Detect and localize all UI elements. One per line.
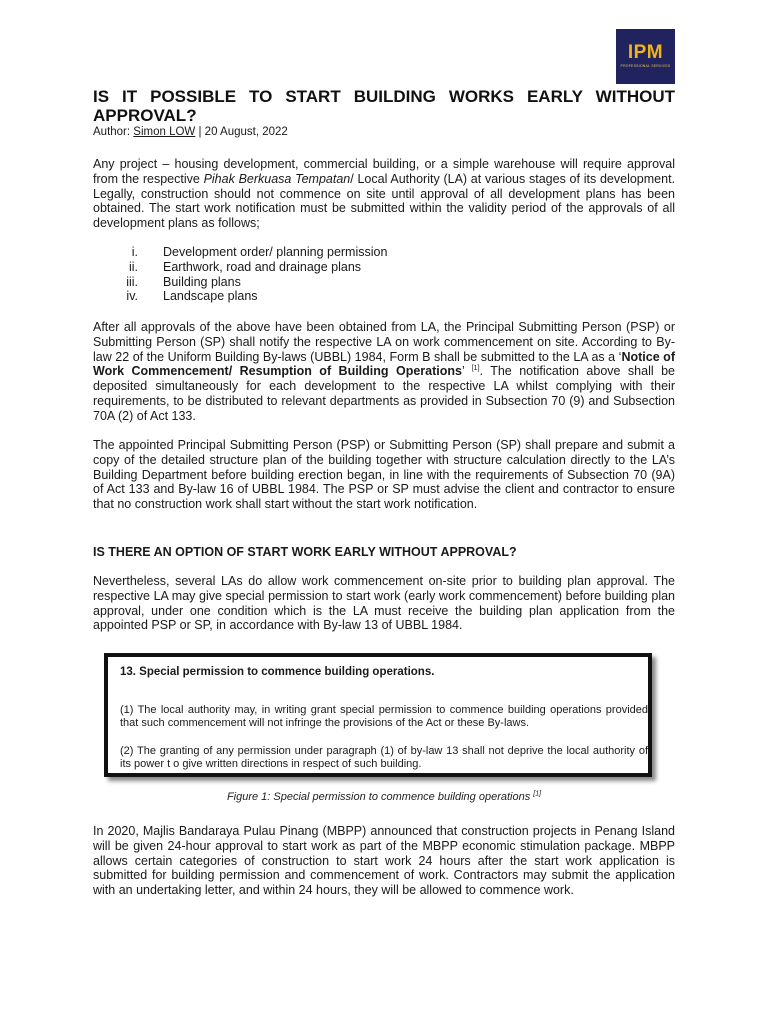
- approval-paragraph: [93, 320, 675, 424]
- list-item: [93, 289, 387, 304]
- author-line: [93, 125, 288, 139]
- reference-marker: [1]: [471, 365, 480, 373]
- intro-italic-term: Pihak Berkuasa Tempatan: [203, 171, 351, 186]
- list-item-text: Building plans: [163, 274, 241, 289]
- notice-form-name: Notice of Work Commencement/ Resumption of Building Operations: [93, 349, 675, 379]
- caption-text: Figure 1: Special permission to commence building operations: [226, 791, 534, 803]
- approval-text-3: . The notification above shall be deposited simultaneously for each development to the respective LA whilst complying with their requirements, to be distributed to relevant departments as provided in Subsection 70 (9) and Subsection 70A (2) of Act 133.: [93, 364, 675, 423]
- caption-reference: [1]: [533, 790, 542, 798]
- option-paragraph: Nevertheless, several LAs do allow work commencement on-site prior to building plan approval. The respective LA may give special permission to start work (early work commencement) before building plan approval, under one condition which is the LA must receive the building plan application from the appointed PSP or SP, in accordance with By-law 13 of UBBL 1984.: [93, 574, 675, 633]
- psp-paragraph: The appointed Principal Submitting Person (PSP) or Submitting Person (SP) shall prepare and submit a copy of the detailed structure plan of the building together with structure calculation directly to the LA’s Building Department before building erection began, in line with the requirements of Subsection 70 (9A) of Act 133 and By-law 16 of UBBL 1984. The PSP or SP must advise the client and contractor to ensure that no construction work shall start without the start work notification.: [93, 438, 675, 512]
- intro-text-1: Any project – housing development, commercial building, or a simple warehouse will require approval from the respective: [93, 157, 675, 186]
- bylaw-figure: [104, 653, 652, 777]
- intro-text-2: / Local Authority (LA) at various stages of its development. Legally, construction should not commence on site until approval of all development plans has been obtained. The start work notification must be submitted within the validity period of the approvals of all development plans as follows;: [93, 171, 676, 231]
- plans-list: [93, 245, 387, 304]
- article-date: 20 August, 2022: [204, 126, 288, 138]
- list-item: [93, 260, 387, 275]
- figure-clause-2: (2) The granting of any permission under paragraph (1) of by-law 13 shall not deprive the local authority of its power t o give written directions in respect of such building.: [120, 745, 648, 770]
- section-heading: IS THERE AN OPTION OF START WORK EARLY WITHOUT APPROVAL?: [93, 545, 517, 559]
- list-item-text: Development order/ planning permission: [163, 245, 388, 259]
- list-item-number: iii.: [126, 274, 138, 289]
- intro-paragraph: [93, 157, 675, 231]
- list-item: [93, 275, 387, 290]
- figure-clause-1: (1) The local authority may, in writing grant special permission to commence building operations provided that such commencement will not infringe the provisions of the Act or these By-laws.: [120, 704, 648, 729]
- list-item-text: Earthwork, road and drainage plans: [163, 259, 362, 274]
- figure-caption: [0, 791, 768, 803]
- approval-text-2: ’: [461, 364, 472, 379]
- ipm-logo: [616, 29, 675, 84]
- list-item: [93, 245, 387, 260]
- logo-brand: IPM: [627, 42, 664, 63]
- author-link[interactable]: Simon LOW: [133, 126, 196, 138]
- article-title: IS IT POSSIBLE TO START BUILDING WORKS EARLY WITHOUT APPROVAL?: [93, 87, 675, 125]
- list-item-number: i.: [131, 245, 138, 259]
- list-item-number: ii.: [128, 259, 138, 274]
- logo-tagline: PROFESSIONAL SERVICES: [620, 64, 671, 68]
- list-item-text: Landscape plans: [163, 289, 258, 304]
- mbpp-paragraph: In 2020, Majlis Bandaraya Pulau Pinang (MBPP) announced that construction projects in Penang Island will be given 24-hour approval to start work as part of the MBPP economic stimulation package. MBPP allows certain categories of construction to start work 24 hours after the start work application is submitted for building permission and commencement of work. Contractors may submit the application with an undertaking letter, and within 24 hours, they will be allowed to commence work.: [93, 824, 675, 898]
- author-label: Author:: [93, 126, 134, 138]
- author-separator: |: [195, 126, 205, 138]
- figure-heading: 13. Special permission to commence building operations.: [120, 666, 435, 678]
- approval-text-1: After all approvals of the above have been obtained from LA, the Principal Submitting Person (PSP) or Submitting Person (SP) shall notify the respective LA on work commencement on site. According to By-law 22 of the Uniform Building By-laws (UBBL) 1984, Form B shall be submitted to the LA as a ‘: [93, 320, 675, 364]
- list-item-number: iv.: [126, 289, 138, 304]
